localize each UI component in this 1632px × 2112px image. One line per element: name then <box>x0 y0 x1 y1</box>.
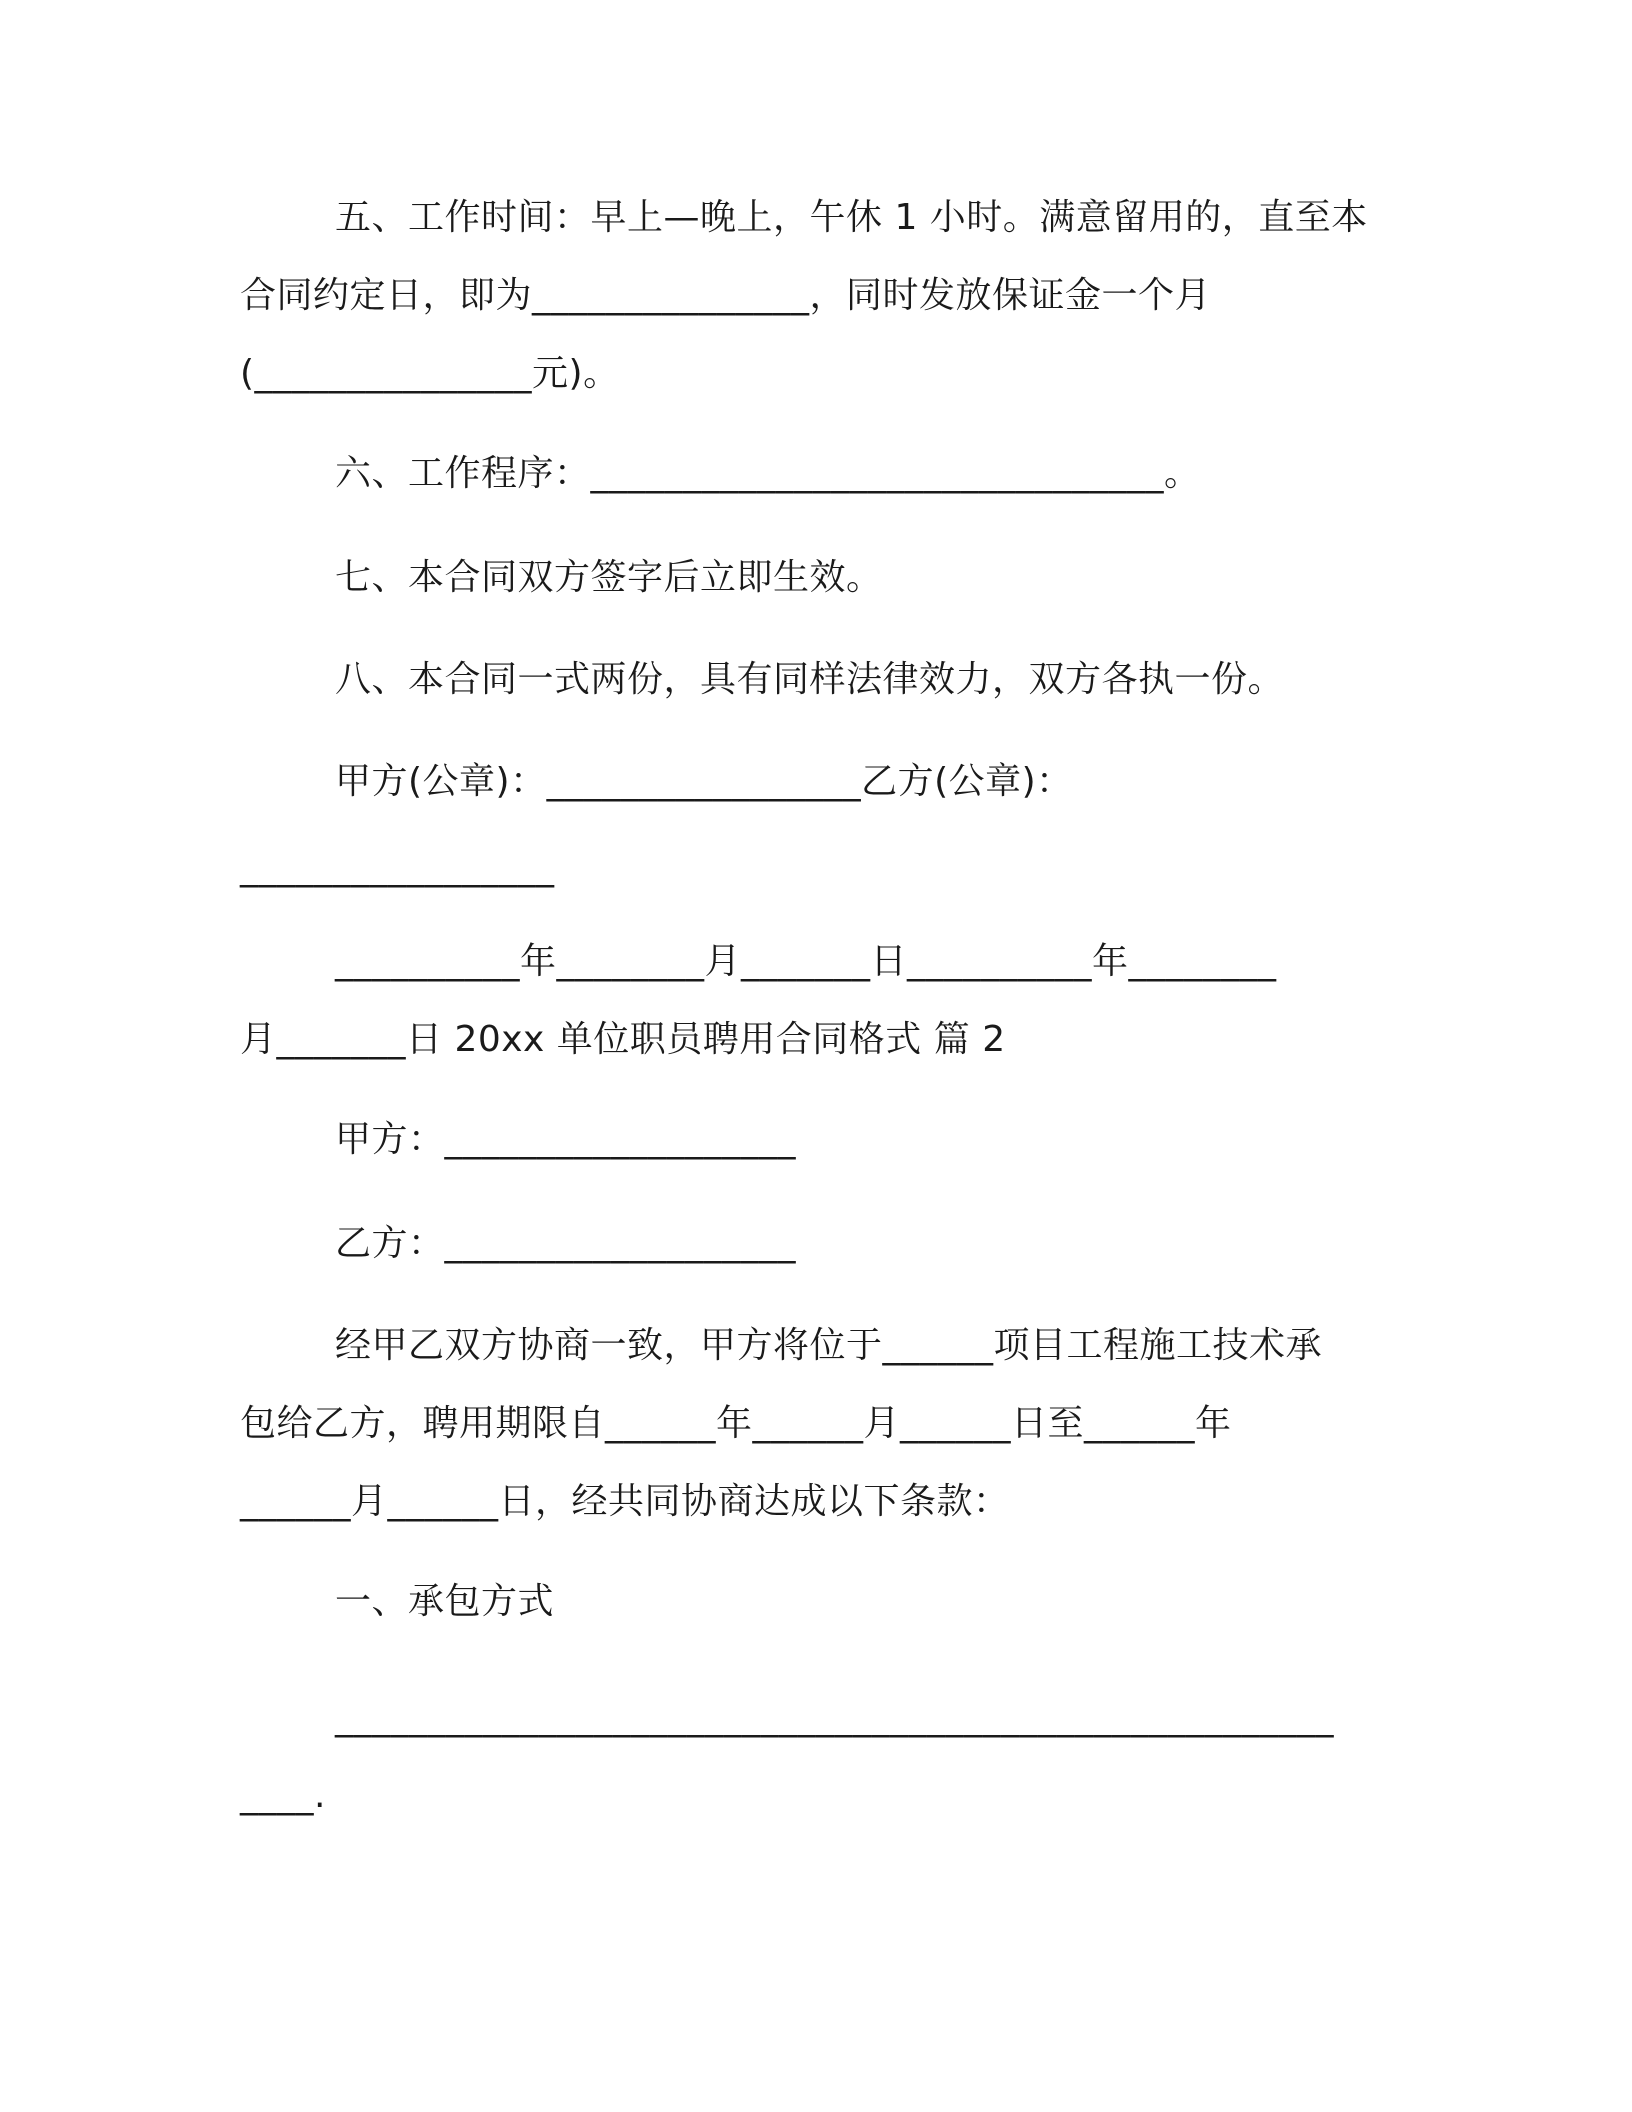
agreement-line-1: 经甲乙双方协商一致，甲方将位于______项目工程施工技术承 <box>335 1325 1323 1366</box>
date-line-1: __________年________月_______日__________年________ <box>335 941 1277 982</box>
clause-6: 六、工作程序：_______________________________。 <box>335 453 1201 494</box>
agreement-line-3: ______月______日，经共同协商达成以下条款： <box>240 1481 1010 1522</box>
agreement-line-2: 包给乙方，聘用期限自______年______月______日至______年 <box>240 1403 1232 1444</box>
clause-8: 八、本合同一式两份，具有同样法律效力，双方各执一份。 <box>335 659 1285 700</box>
clause-5-line-2: 合同约定日，即为_______________，同时发放保证金一个月 <box>240 275 1212 316</box>
party-b-line: 乙方：___________________ <box>335 1223 797 1264</box>
blank-line-2: ____. <box>240 1775 326 1816</box>
clause-5-line-3: (_______________元)。 <box>240 353 620 394</box>
clause-7: 七、本合同双方签字后立即生效。 <box>335 557 883 598</box>
section-heading: 一、承包方式 <box>335 1581 555 1622</box>
blank-line-1: ______________________________________________________ <box>335 1697 1334 1738</box>
party-a-line: 甲方：___________________ <box>335 1119 797 1160</box>
signature-line-2: _________________ <box>240 847 555 888</box>
clause-5-line-1: 五、工作时间：早上—晚上，午休 1 小时。满意留用的，直至本 <box>335 197 1368 238</box>
signature-line-1: 甲方(公章)：_________________乙方(公章)： <box>335 761 1073 802</box>
date-line-2-and-heading: 月_______日 20xx 单位职员聘用合同格式 篇 2 <box>240 1019 1006 1060</box>
